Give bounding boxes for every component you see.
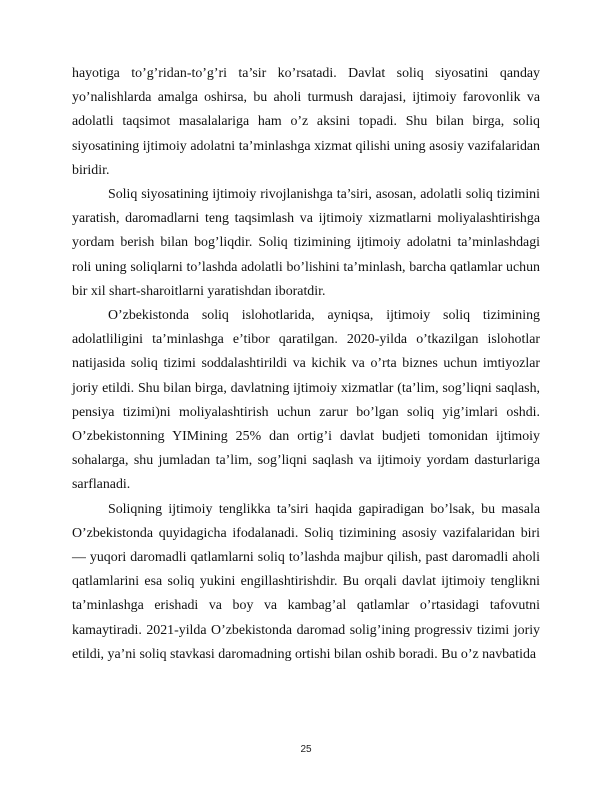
paragraph: Soliqning ijtimoiy tenglikka ta’siri haqida gapiradigan bo’lsak, bu masala O’zbekistonda quyidagicha ifodalanadi. Soliq tizimining asosiy vazifalaridan biri — yuqori daromadli qatlamlarni soliq to’lashda majbur qilish, past daromadli aholi qatlamlarini esa soliq yukini engillashtirishdir. Bu orqali davlat ijtimoiy tenglikni ta’minlashga erishadi va boy va kambag’al qatlamlar o’rtasidagi tafovutni kamaytiradi. 2021-yilda O’zbekistonda daromad solig’ining progressiv tizimi joriy etildi, ya’ni soliq stavkasi daromadning ortishi bilan oshib boradi. Bu o’z navbatida (72, 501, 540, 662)
paragraph: Soliq siyosatining ijtimoiy rivojlanishga ta’siri, asosan, adolatli soliq tizimini yaratish, daromadlarni teng taqsimlash va ijtimoiy xizmatlarni moliyalashtirishga yordam berish bilan bog’liqdir. Soliq tizimining ijtimoiy adolatni ta’minlashdagi roli uning soliqlarni to’lashda adolatli bo’lishini ta’minlash, barcha qatlamlar uchun bir xil shart-sharoitlarni yaratishdan iboratdir. (72, 187, 540, 299)
paragraph: O’zbekistonda soliq islohotlarida, ayniqsa, ijtimoiy soliq tizimining adolatliligini ta’minlashga e’tibor qaratilgan. 2020-yilda o’tkazilgan islohotlar natijasida soliq tizimi soddalashtirildi va kichik va o’rta biznes uchun imtiyozlar joriy etildi. Shu bilan birga, davlatning ijtimoiy xizmatlar (ta’lim, sog’liqni saqlash, pensiya tizimi)ni moliyalashtirish uchun zarur bo’lgan soliq yig’imlari oshdi. O’zbekistonning YIMining 25% dan ortig’i davlat budjeti tomonidan ijtimoiy sohalarga, shu jumladan ta’lim, sog’liqni saqlash va ijtimoiy yordam dasturlariga sarflanadi. (72, 308, 540, 493)
paragraph-continuation: hayotiga to’g’ridan-to’g’ri ta’sir ko’rsatadi. Davlat soliq siyosatini qanday yo’nalishlarda amalga oshirsa, bu aholi turmush darajasi, ijtimoiy farovonlik va adolatli taqsimot masalalariga ham o’z aksini topadi. Shu bilan birga, soliq siyosatining ijtimoiy adolatni ta’minlashga xizmat qilishi uning asosiy vazifalaridan biridir. (72, 66, 540, 178)
body-text (72, 62, 540, 667)
page-number: 25 (300, 744, 312, 755)
